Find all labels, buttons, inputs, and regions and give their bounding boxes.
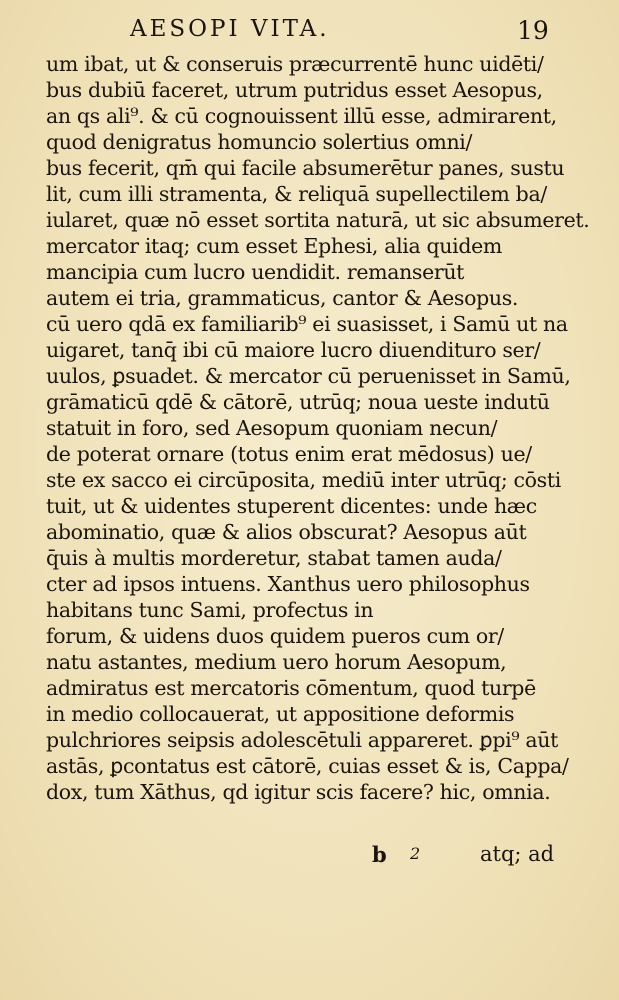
page-number: 19 [517,16,549,45]
text-line: statuit in foro, sed Aesopum quoniam necun/ [46,416,498,440]
text-line: mercator itaq; cum esset Ephesi, alia quidem [46,234,503,258]
text-line: in medio collocauerat, ut appositione deformis [46,702,515,726]
text-line: autem ei tria, grammaticus, cantor & Aesopus. [46,286,519,310]
catchword: atq; ad [480,842,555,866]
text-line: mancipia cum lucro uendidit. remanserūt [46,260,465,284]
page-footer [0,842,619,872]
running-title: AESOPI VITA. [130,16,330,42]
text-line: q̄uis à multis morderetur, stabat tamen auda/ [46,546,502,570]
text-line: abominatio, quæ & alios obscurat? Aesopus aūt [46,520,527,544]
text-line: uigaret, tanq̄ ibi cū maiore lucro diuendituro ser/ [46,338,541,362]
text-line: cter ad ipsos intuens. Xanthus uero philosophus [46,572,530,596]
text-line: dox, tum Xāthus, qd igitur scis facere? hic, omnia. [46,780,551,804]
text-line: iularet, quæ nō esset sortita naturā, ut sic absumeret. [46,208,590,232]
text-block [46,51,590,805]
text-line: lit, cum illi stramenta, & reliquā supellectilem ba/ [46,182,547,206]
text-line: grāmaticū qdē & cātorē, utrūq; noua ueste indutū [46,390,550,414]
text-line: um ibat, ut & conseruis præcurrentē hunc uidēti/ [46,52,544,76]
text-line: de poterat ornare (totus enim erat mēdosus) ue/ [46,442,532,466]
text-line: cū uero qdā ex familiarib⁹ ei suasisset, i Samū ut na [46,312,568,336]
text-line: quod denigratus homuncio solertius omni/ [46,130,473,154]
signature-number: 2 [410,844,421,863]
text-line: an qs ali⁹. & cū cognouissent illū esse, admirarent, [46,104,557,128]
text-line: natu astantes, medium uero horum Aesopum, [46,650,507,674]
text-line: astās, ꝑcontatus est cātorē, cuias esset & is, Cappa/ [46,754,569,778]
text-line: tuit, ut & uidentes stuperent dicentes: unde hæc [46,494,537,518]
text-line: admiratus est mercatoris cōmentum, quod turpē [46,676,536,700]
text-line: bus fecerit, qm̄ qui facile absumerētur panes, sustu [46,156,565,180]
text-line: forum, & uidens duos quidem pueros cum or/ [46,624,504,648]
text-line: pulchriores seipsis adolescētuli appareret. ꝑpi⁹ aūt [46,728,558,752]
text-line: bus dubiū faceret, utrum putridus esset Aesopus, [46,78,543,102]
text-line: ste ex sacco ei circūposita, mediū inter utrūq; cōsti [46,468,561,492]
text-line: uulos, ꝑsuadet. & mercator cū peruenisset in Samū, [46,364,571,388]
signature-mark: b [372,842,387,867]
text-line: habitans tunc Sami, profectus in [46,598,374,622]
